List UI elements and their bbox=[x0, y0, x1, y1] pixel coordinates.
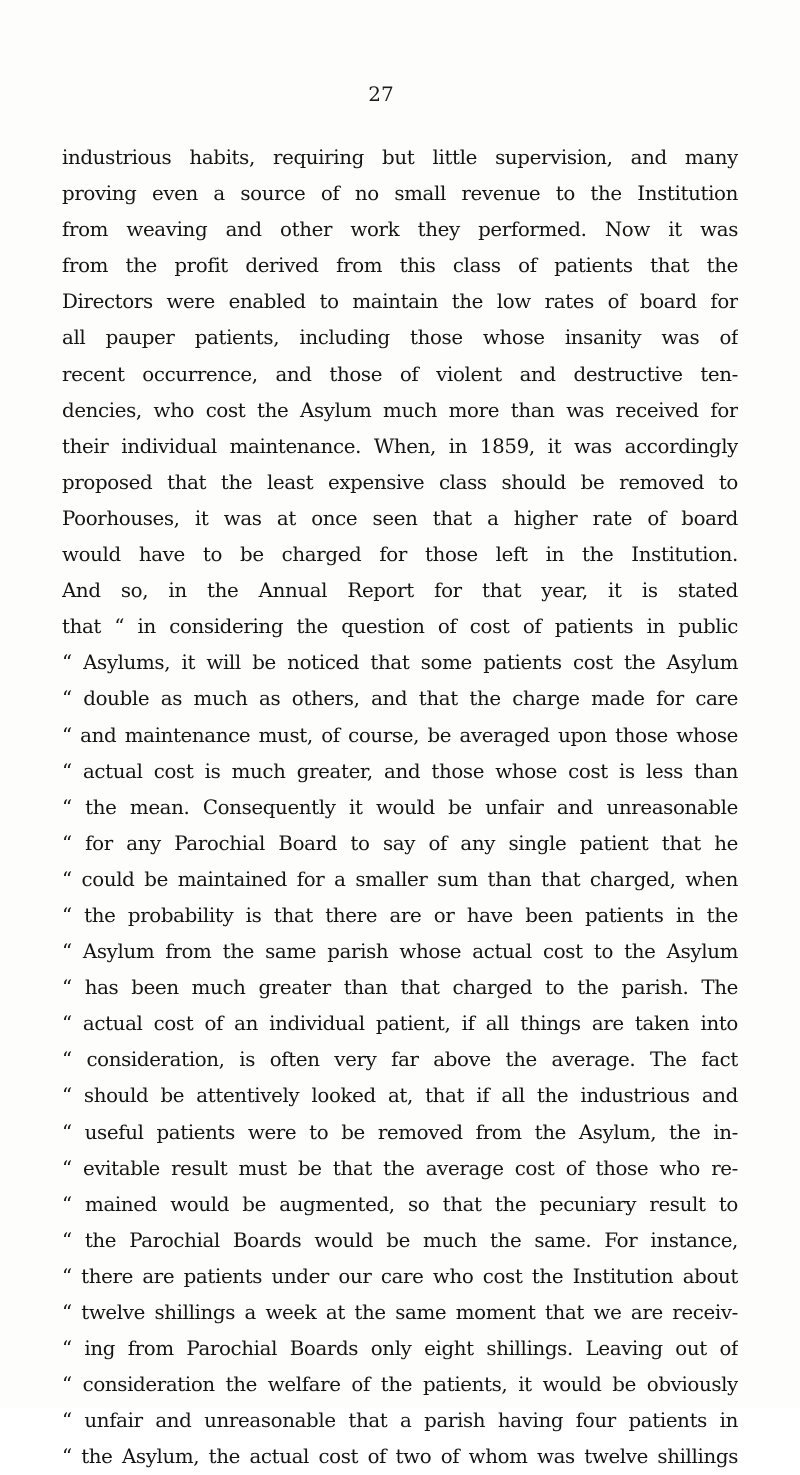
text-line: industrious habits, requiring but little supervision, and many bbox=[62, 146, 738, 169]
text-line: their individual maintenance. When, in 1859, it was accordingly bbox=[62, 434, 738, 458]
text-line: “ for any Parochial Board to say of any single patient that he bbox=[62, 831, 738, 855]
text-line: recent occurrence, and those of violent and destructive ten- bbox=[62, 362, 738, 386]
text-line: “ could be maintained for a smaller sum than that charged, when bbox=[62, 867, 738, 891]
text-line: dencies, who cost the Asylum much more than was received for bbox=[62, 398, 738, 422]
text-line: “ should be attentively looked at, that if all the industrious and bbox=[62, 1084, 738, 1108]
text-line: “ the Parochial Boards would be much the same. For instance, bbox=[62, 1228, 738, 1252]
text-line: “ consideration, is often very far above the average. The fact bbox=[62, 1048, 738, 1072]
text-line: “ ing from Parochial Boards only eight shillings. Leaving out of bbox=[62, 1337, 738, 1361]
text-line: “ the probability is that there are or have been patients in the bbox=[62, 903, 738, 927]
text-line: “ twelve shillings a week at the same moment that we are receiv- bbox=[62, 1301, 738, 1324]
body-text bbox=[62, 140, 738, 1475]
text-line: “ actual cost is much greater, and those whose cost is less than bbox=[62, 759, 738, 783]
text-line: proving even a source of no small revenue to the Institution bbox=[62, 182, 738, 206]
text-line: “ and maintenance must, of course, be averaged upon those whose bbox=[62, 723, 738, 747]
text-line: “ has been much greater than that charged to the parish. The bbox=[62, 976, 738, 1000]
text-line: proposed that the least expensive class should be removed to bbox=[62, 470, 738, 494]
text-line: that “ in considering the question of cost of patients in public bbox=[62, 615, 738, 639]
text-line: Directors were enabled to maintain the low rates of board for bbox=[62, 290, 738, 314]
text-line: from the profit derived from this class of patients that the bbox=[62, 254, 738, 278]
text-line: all pauper patients, including those whose insanity was of bbox=[62, 326, 738, 350]
text-line: “ actual cost of an individual patient, if all things are taken into bbox=[62, 1012, 738, 1036]
text-line: “ there are patients under our care who cost the Institution about bbox=[62, 1264, 738, 1288]
text-line: “ Asylums, it will be noticed that some patients cost the Asylum bbox=[62, 651, 738, 675]
text-line: “ the mean. Consequently it would be unfair and unreasonable bbox=[62, 795, 738, 819]
text-line: And so, in the Annual Report for that year, it is stated bbox=[62, 579, 738, 603]
text-line: from weaving and other work they performed. Now it was bbox=[62, 218, 738, 242]
text-line: would have to be charged for those left in the Institution. bbox=[62, 543, 738, 567]
text-line: Poorhouses, it was at once seen that a higher rate of board bbox=[62, 506, 738, 530]
text-line: “ consideration the welfare of the patients, it would be obviously bbox=[62, 1373, 738, 1397]
text-line: “ Asylum from the same parish whose actual cost to the Asylum bbox=[62, 940, 738, 964]
text-line: “ unfair and unreasonable that a parish having four patients in bbox=[62, 1409, 738, 1433]
text-line: “ mained would be augmented, so that the pecuniary result to bbox=[62, 1192, 738, 1216]
text-line: “ evitable result must be that the average cost of those who re- bbox=[62, 1156, 738, 1180]
text-line: “ the Asylum, the actual cost of two of whom was twelve shillings bbox=[62, 1445, 738, 1469]
text-line: “ double as much as others, and that the charge made for care bbox=[62, 687, 738, 711]
text-line: “ useful patients were to be removed from the Asylum, the in- bbox=[62, 1120, 738, 1144]
page-number: 27 bbox=[368, 82, 394, 106]
